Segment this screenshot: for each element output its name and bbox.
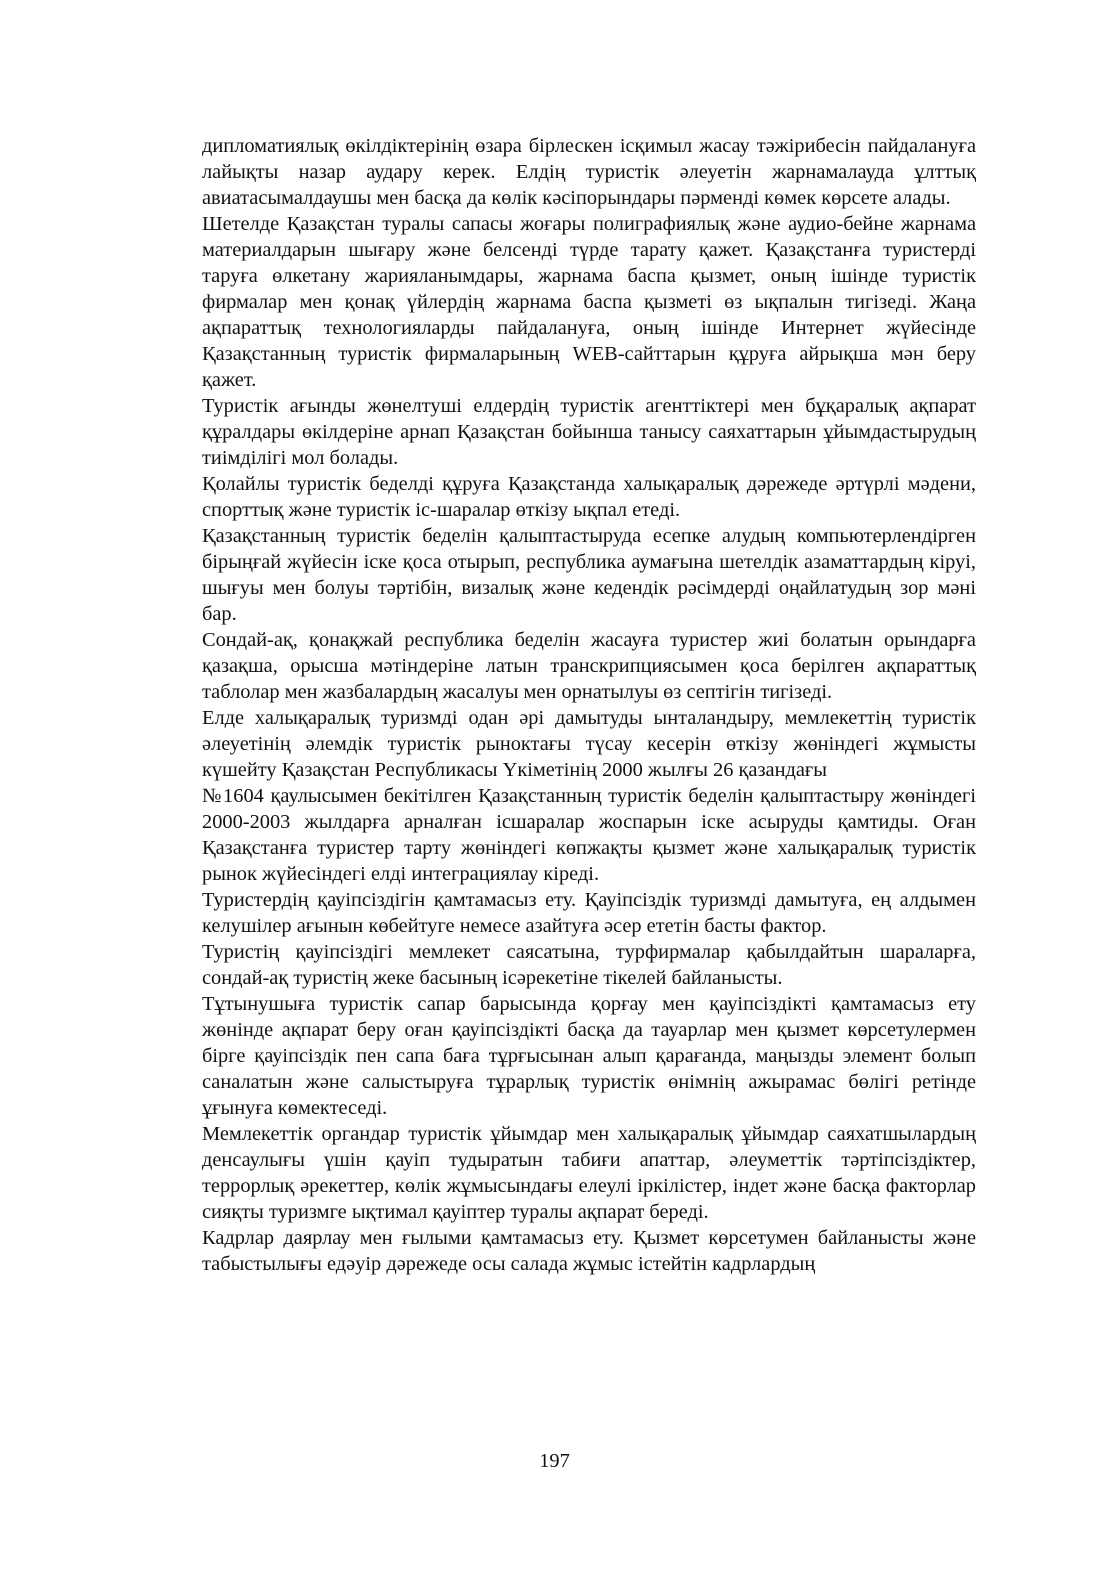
paragraph: Қазақстанның туристік беделін қалыптастыруда есепке алудың компьютерлендірген бірыңғай жүйесін іске қоса отырып, республика аумағына шетелдік азаматтардың кіруі, шығуы мен болуы тәртібін, визалық және кедендік рәсімдерді оңайлатудың зор мәні бар.	[202, 525, 976, 625]
paragraph: дипломатиялық өкілдіктерінің өзара бірлескен ісқимыл жасау тәжірибесін пайдалануға лайықты назар аудару керек. Елдің туристік әлеуетін жарнамалауда ұлттық авиатасымалдаушы мен басқа да көлік кәсіпорындары пәрменді көмек көрсете алады.	[202, 135, 976, 209]
page-number: 197	[539, 1450, 570, 1472]
paragraph: Елде халықаралық туризмді одан әрі дамытуды ынталандыру, мемлекеттің туристік әлеуетінің әлемдік туристік рыноктағы түсау кесерін өткізу жөніндегі жұмысты күшейту Қазақстан Республикасы Үкіметінің 2000 жылғы 26 қазандағы	[202, 707, 976, 781]
paragraph: Кадрлар даярлау мен ғылыми қамтамасыз ету. Қызмет көрсетумен байланысты және табыстылығы едәуір дәрежеде осы салада жұмыс істейтін кадрлардың	[202, 1227, 976, 1275]
paragraph: Мемлекеттік органдар туристік ұйымдар мен халықаралық ұйымдар саяхатшылардың денсаулығы үшін қауіп тудыратын табиғи апаттар, әлеуметтік тәртіпсіздіктер, террорлық әрекеттер, көлік жұмысындағы елеулі іркілістер, індет және басқа факторлар сияқты туризмге ықтимал қауіптер туралы ақпарат береді.	[202, 1123, 976, 1223]
paragraph: Сондай-ақ, қонақжай республика беделін жасауға туристер жиі болатын орындарға қазақша, орысша мәтіндеріне латын транскрипциясымен қоса берілген ақпараттық таблолар мен жазбалардың жасалуы мен орнатылуы өз септігін тигізеді.	[202, 629, 976, 703]
paragraph: Шетелде Қазақстан туралы сапасы жоғары полиграфиялық және аудио-бейне жарнама материалдарын шығару және белсенді түрде тарату қажет. Қазақстанға туристерді таруға өлкетану жарияланымдары, жарнама баспа қызмет, оның ішінде туристік фирмалар мен қонақ үйлердің жарнама баспа қызметі өз ықпалын тигізеді. Жаңа ақпараттық технологияларды пайдалануға, оның ішінде Интернет жүйесінде Қазақстанның туристік фирмаларының WEB-сайттарын құруға айрықша мән беру қажет.	[202, 213, 976, 391]
paragraph: Тұтынушыға туристік сапар барысында қорғау мен қауіпсіздікті қамтамасыз ету жөнінде ақпарат беру оған қауіпсіздікті басқа да тауарлар мен қызмет көрсетулермен бірге қауіпсіздік пен сапа баға тұрғысынан алып қарағанда, маңызды элемент болып саналатын және салыстыруға тұрарлық туристік өнімнің ажырамас бөлігі ретінде ұғынуға көмектеседі.	[202, 993, 976, 1119]
paragraph: Туристердің қауіпсіздігін қамтамасыз ету. Қауіпсіздік туризмді дамытуға, ең алдымен келушілер ағынын көбейтуге немесе азайтуға әсер ететін басты фактор.	[202, 889, 976, 937]
paragraph: Қолайлы туристік беделді құруға Қазақстанда халықаралық дәрежеде әртүрлі мәдени, спорттық және туристік іс-шаралар өткізу ықпал етеді.	[202, 473, 976, 521]
paragraph: Туристік ағынды жөнелтуші елдердің туристік агенттіктері мен бұқаралық ақпарат құралдары өкілдеріне арнап Қазақстан бойынша танысу саяхаттарын ұйымдастырудың тиімділігі мол болады.	[202, 395, 976, 469]
paragraph: №1604 қаулысымен бекітілген Қазақстанның туристік беделін қалыптастыру жөніндегі 2000-2003 жылдарға арналған ісшаралар жоспарын іске асыруды қамтиды. Оған Қазақстанға туристер тарту жөніндегі көпжақты қызмет және халықаралық туристік рынок жүйесіндегі елді интеграциялау кіреді.	[202, 785, 976, 885]
paragraph: Туристің қауіпсіздігі мемлекет саясатына, турфирмалар қабылдайтын шараларға, сондай-ақ туристің жеке басының ісәрекетіне тікелей байланысты.	[202, 941, 976, 989]
body-text	[202, 133, 976, 1277]
